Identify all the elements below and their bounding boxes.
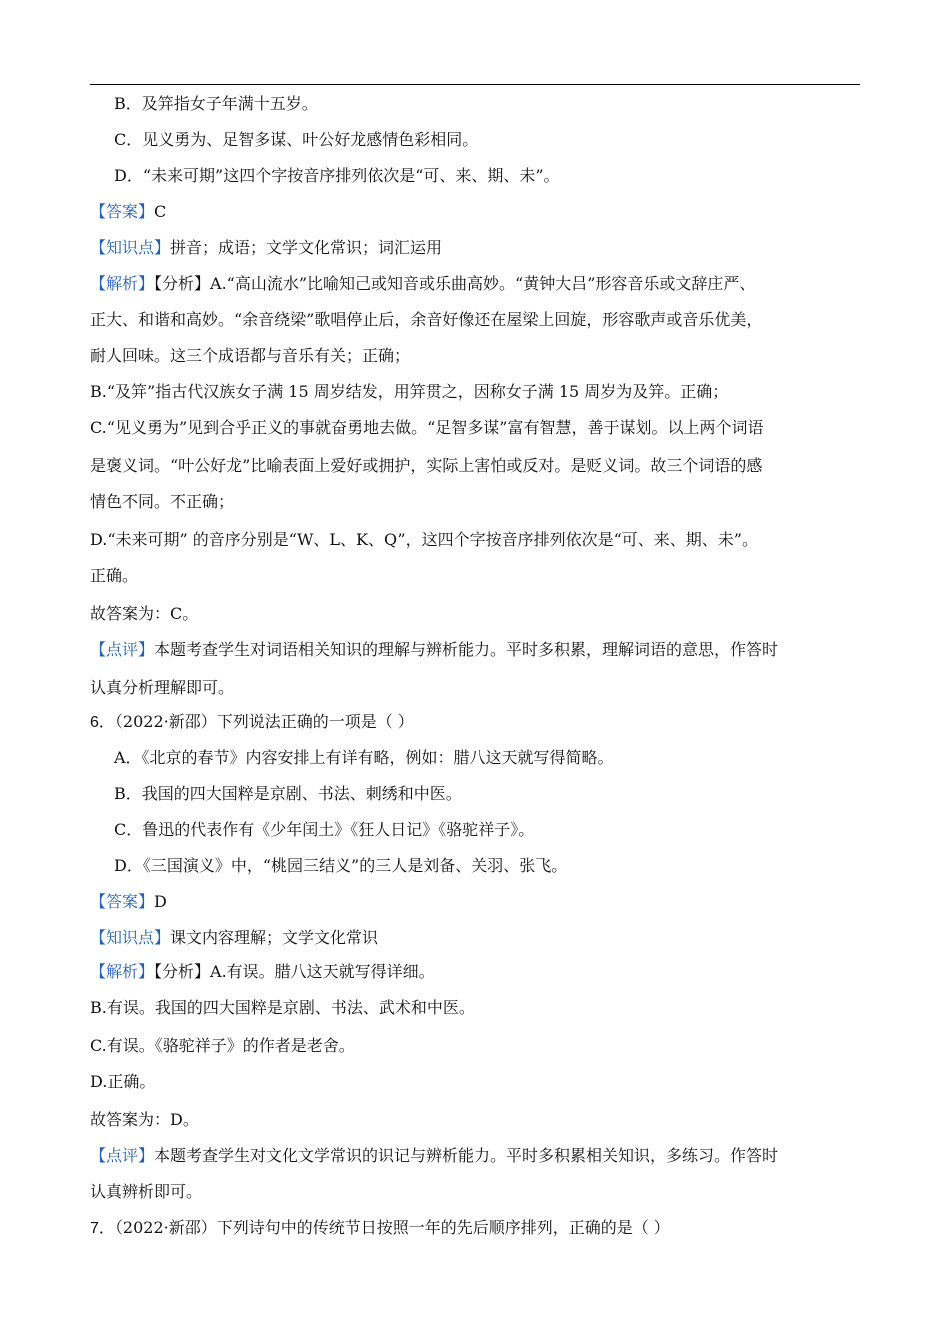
knowledge-value: 课文内容理解；文学文化常识	[170, 928, 379, 947]
question-number: 7．	[90, 1220, 115, 1237]
q6-option-a: A．《北京的春节》内容安排上有详有略，例如：腊八这天就写得简略。	[114, 748, 614, 767]
q6-analysis-line	[90, 962, 860, 982]
q6-knowledge	[90, 928, 860, 948]
q6-option-d: D．《三国演义》中，“桃园三结义”的三人是刘备、关羽、张飞。	[114, 856, 568, 875]
analysis-text: 【分析】A.“高山流水”比喻知己或知音或乐曲高妙。“黄钟大吕”形容音乐或文辞庄严、	[154, 274, 756, 293]
q6-option-c: C．鲁迅的代表作有《少年闰土》《狂人日记》《骆驼祥子》。	[114, 820, 535, 839]
q6-conclusion: 故答案为：D。	[90, 1110, 199, 1129]
comment-tag: 【点评】	[90, 640, 155, 659]
q6-comment	[90, 1146, 860, 1166]
analysis-tag: 【解析】	[90, 274, 155, 293]
question-number: 6．	[90, 714, 115, 731]
q5-analysis-line: C.“见义勇为”见到合乎正义的事就奋勇地去做。“足智多谋”富有智慧，善于谋划。以上两个词语	[90, 418, 764, 437]
q5-analysis-line: D.“未来可期” 的音序分别是“W、L、K、Q”，这四个字按音序排列依次是“可、来、期、未”。	[90, 530, 758, 549]
q5-analysis-line: 耐人回味。这三个成语都与音乐有关；正确；	[90, 346, 411, 365]
q6-answer	[90, 892, 860, 912]
header-rule	[90, 84, 860, 85]
q5-analysis-line: 正大、和谐和高妙。“余音绕梁”歌唱停止后，余音好像还在屋梁上回旋，形容歌声或音乐优美，	[90, 310, 763, 329]
q5-conclusion: 故答案为：C。	[90, 604, 199, 623]
q5-comment	[90, 640, 860, 660]
q6-analysis-line: B.有误。我国的四大国粹是京剧、书法、武术和中医。	[90, 998, 475, 1017]
answer-tag: 【答案】	[90, 202, 155, 221]
q6-analysis-line: D.正确。	[90, 1072, 156, 1091]
q5-analysis-line: 情色不同。不正确；	[90, 492, 235, 511]
q5-comment-line: 认真分析理解即可。	[90, 678, 235, 697]
q7-stem	[90, 1218, 860, 1239]
q5-knowledge	[90, 238, 860, 258]
knowledge-tag: 【知识点】	[90, 238, 171, 257]
question-stem: （2022·新邵）下列诗句中的传统节日按照一年的先后顺序排列，正确的是（ ）	[114, 1218, 670, 1237]
q6-option-b: B．我国的四大国粹是京剧、书法、刺绣和中医。	[114, 784, 462, 803]
q5-option-c: C．见义勇为、足智多谋、叶公好龙感情色彩相同。	[114, 130, 479, 149]
question-stem: （2022·新邵）下列说法正确的一项是（ ）	[114, 712, 414, 731]
answer-tag: 【答案】	[90, 892, 155, 911]
q5-analysis-line: B.“及笄”指古代汉族女子满 15 周岁结发，用笄贯之，因称女子满 15 周岁为及笄。正确；	[90, 382, 729, 401]
q6-comment-line: 认真辨析即可。	[90, 1182, 203, 1201]
q5-answer	[90, 202, 860, 222]
q5-option-b: B．及笄指女子年满十五岁。	[114, 94, 318, 113]
answer-value: D	[154, 892, 167, 911]
knowledge-value: 拼音；成语；文学文化常识；词汇运用	[170, 238, 443, 257]
comment-tag: 【点评】	[90, 1146, 155, 1165]
analysis-text: 【分析】A.有误。腊八这天就写得详细。	[154, 962, 435, 981]
q6-stem	[90, 712, 860, 733]
comment-text: 本题考查学生对词语相关知识的理解与辨析能力。平时多积累，理解词语的意思，作答时	[154, 640, 779, 659]
q5-analysis-line: 正确。	[90, 566, 139, 585]
q6-analysis-line: C.有误。《骆驼祥子》的作者是老舍。	[90, 1036, 355, 1055]
answer-value: C	[154, 202, 167, 221]
q5-analysis-line	[90, 274, 860, 294]
q5-option-d: D．“未来可期”这四个字按音序排列依次是“可、来、期、未”。	[114, 166, 560, 185]
comment-text: 本题考查学生对文化文学常识的识记与辨析能力。平时多积累相关知识，多练习。作答时	[154, 1146, 779, 1165]
knowledge-tag: 【知识点】	[90, 928, 171, 947]
analysis-tag: 【解析】	[90, 962, 155, 981]
q5-analysis-line: 是褒义词。“叶公好龙”比喻表面上爱好或拥护，实际上害怕或反对。是贬义词。故三个词语的感	[90, 456, 763, 475]
